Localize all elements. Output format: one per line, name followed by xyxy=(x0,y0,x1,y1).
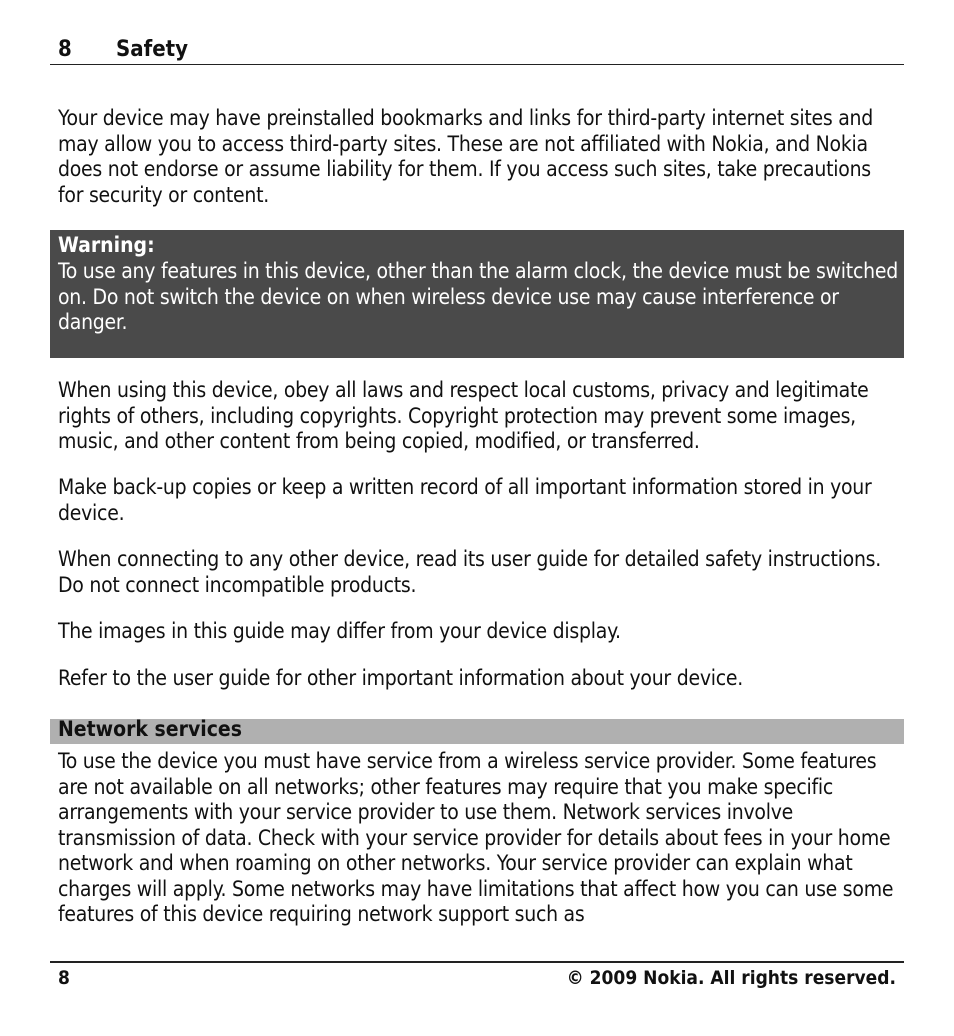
warning-box xyxy=(50,230,904,358)
warning-body: To use any features in this device, other than the alarm clock, the device must be switched on. Do not switch the device on when wireless device use may cause interference or danger. xyxy=(58,259,898,334)
paragraph-images: The images in this guide may differ from your device display. xyxy=(58,619,621,643)
paragraph-user-guide: Refer to the user guide for other important information about your device. xyxy=(58,666,744,690)
section-title: Network services xyxy=(58,717,242,741)
paragraph-network-services: To use the device you must have service from a wireless service provider. Some features are not available on all networks; other features may require that you make specific arrangements with your service provider to use them. Network services involve transmission of data. Check with your service provider for details about fees in your home network and when roaming on other networks. Your service provider can explain what charges will apply. Some networks may have limitations that affect how you can use some features of this device requiring network support such as xyxy=(58,749,894,926)
page-footer xyxy=(50,961,904,995)
section-header-bar xyxy=(50,719,904,744)
header-title: Safety xyxy=(116,37,189,62)
warning-title: Warning: xyxy=(58,233,155,257)
footer-page-number: 8 xyxy=(58,967,70,989)
paragraph-third-party-sites: Your device may have preinstalled bookmarks and links for third-party internet sites and may allow you to access third-party sites. These are not affiliated with Nokia, and Nokia does not endorse or assume liability for them. If you access such sites, take precautions for security or content. xyxy=(58,106,873,207)
footer-copyright: © 2009 Nokia. All rights reserved. xyxy=(566,967,896,989)
header-page-number: 8 xyxy=(58,37,72,62)
paragraph-connecting: When connecting to any other device, read its user guide for detailed safety instructions. Do not connect incompatible products. xyxy=(58,547,882,597)
paragraph-backup: Make back-up copies or keep a written record of all important information stored in your device. xyxy=(58,475,872,525)
paragraph-laws: When using this device, obey all laws and respect local customs, privacy and legitimate rights of others, including copyrights. Copyright protection may prevent some images, music, and other content from being copied, modified, or transferred. xyxy=(58,378,869,453)
page-header xyxy=(50,36,904,65)
